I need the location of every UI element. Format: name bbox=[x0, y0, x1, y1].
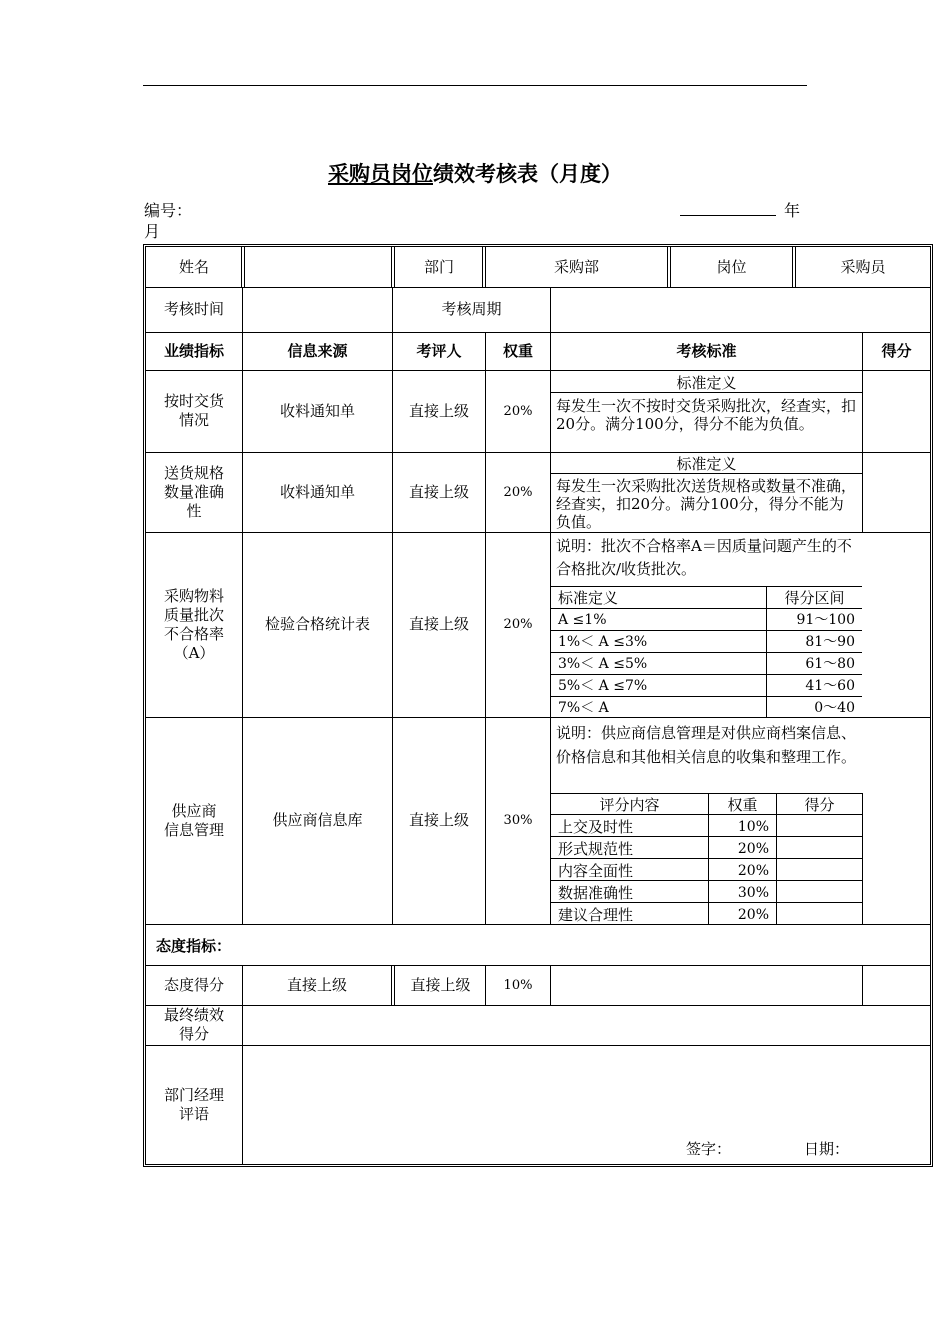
row3-cond-5: 7%＜ A bbox=[558, 700, 609, 716]
row3-cond-2: 1%＜ A ≤3% bbox=[558, 634, 648, 650]
year-field bbox=[680, 198, 800, 221]
row3-cond-1: A ≤1% bbox=[558, 612, 607, 628]
attitude-section-label: 态度指标： bbox=[156, 937, 232, 955]
row4-weight-4: 30% bbox=[737, 885, 769, 901]
row4-subscore-2[interactable] bbox=[777, 837, 862, 858]
row4-subscore-1[interactable] bbox=[777, 815, 862, 836]
row4-evaluator: 直接上级 bbox=[408, 811, 469, 829]
col-source: 信息来源 bbox=[287, 341, 348, 360]
row1-weight: 20% bbox=[503, 403, 533, 419]
row2-score[interactable] bbox=[863, 452, 930, 532]
attitude-standard[interactable] bbox=[551, 965, 862, 1005]
row4-note: 说明：供应商信息管理是对供应商档案信息、价格信息和其他相关信息的收集和整理工作。 bbox=[556, 724, 857, 766]
row3-evaluator: 直接上级 bbox=[408, 615, 469, 633]
row4-sub-head-weight: 权重 bbox=[727, 796, 758, 814]
name-value[interactable] bbox=[246, 247, 391, 287]
sign-label: 签字： bbox=[686, 1140, 732, 1158]
top-rule bbox=[143, 85, 807, 86]
col-evaluator: 考评人 bbox=[416, 341, 462, 360]
row4-sub-head-item: 评分内容 bbox=[599, 796, 660, 814]
row3-score[interactable] bbox=[863, 532, 930, 717]
row4-sub-head-score: 得分 bbox=[804, 796, 835, 814]
row1-std-text: 每发生一次不按时交货采购批次，经查实，扣20分。满分100分，得分不能为负值。 bbox=[556, 397, 857, 433]
row4-weight-5: 20% bbox=[737, 907, 769, 923]
row3-range-5: 0～40 bbox=[814, 700, 855, 716]
final-label: 最终绩效 得分 bbox=[163, 1006, 224, 1043]
row4-item-4: 数据准确性 bbox=[558, 884, 634, 902]
row4-item-1: 上交及时性 bbox=[558, 818, 634, 836]
row3-indicator: 采购物料 质量批次 不合格率 （A） bbox=[163, 586, 224, 662]
period-label: 考核周期 bbox=[441, 300, 502, 318]
row4-subscore-4[interactable] bbox=[777, 881, 862, 902]
row2-evaluator: 直接上级 bbox=[408, 482, 469, 501]
row1-evaluator: 直接上级 bbox=[408, 401, 469, 420]
row4-item-2: 形式规范性 bbox=[558, 840, 634, 858]
row3-sub-head-def: 标准定义 bbox=[558, 589, 619, 607]
evaluation-table bbox=[143, 244, 933, 1167]
row1-indicator: 按时交货 情况 bbox=[163, 392, 224, 429]
row1-score[interactable] bbox=[863, 370, 930, 452]
row4-subscore-5[interactable] bbox=[777, 903, 862, 924]
row4-score[interactable] bbox=[863, 793, 930, 924]
period-value[interactable] bbox=[551, 287, 930, 332]
time-value[interactable] bbox=[243, 287, 392, 332]
row3-note: 说明：批次不合格率A＝因质量问题产生的不合格批次/收货批次。 bbox=[556, 537, 852, 578]
attitude-weight: 10% bbox=[503, 977, 533, 993]
attitude-source: 直接上级 bbox=[286, 975, 347, 994]
row3-range-2: 81～90 bbox=[805, 634, 855, 650]
row3-range-3: 61～80 bbox=[805, 656, 855, 672]
dept-label: 部门 bbox=[423, 257, 454, 276]
post-value: 采购员 bbox=[840, 257, 886, 276]
row3-sub-head-range: 得分区间 bbox=[784, 589, 845, 607]
row3-source: 检验合格统计表 bbox=[264, 615, 370, 633]
row2-std-text: 每发生一次采购批次送货规格或数量不准确，经查实，扣20分。满分100分，得分不能为负值。 bbox=[556, 477, 857, 531]
row3-range-4: 41～60 bbox=[805, 678, 855, 694]
name-label: 姓名 bbox=[178, 257, 209, 276]
row3-cond-4: 5%＜ A ≤7% bbox=[558, 678, 648, 694]
year-label: 年 bbox=[784, 201, 801, 220]
row4-source: 供应商信息库 bbox=[272, 811, 363, 829]
col-indicator: 业绩指标 bbox=[163, 341, 224, 360]
row3-cond-3: 3%＜ A ≤5% bbox=[558, 656, 648, 672]
page-title bbox=[0, 158, 950, 188]
row4-item-5: 建议合理性 bbox=[558, 906, 634, 924]
attitude-score[interactable] bbox=[863, 965, 930, 1005]
row4-weight-3: 20% bbox=[737, 863, 769, 879]
row2-std-head: 标准定义 bbox=[676, 455, 737, 473]
col-score: 得分 bbox=[881, 341, 912, 360]
attitude-evaluator: 直接上级 bbox=[410, 975, 471, 994]
row4-weight-1: 10% bbox=[737, 819, 769, 835]
post-label: 岗位 bbox=[716, 257, 747, 276]
col-weight: 权重 bbox=[502, 341, 533, 360]
date-label: 日期： bbox=[804, 1140, 850, 1158]
row4-weight-2: 20% bbox=[737, 841, 769, 857]
final-value[interactable] bbox=[243, 1005, 930, 1045]
row4-weight: 30% bbox=[503, 813, 533, 828]
row2-weight: 20% bbox=[503, 484, 533, 500]
month-label: 月 bbox=[144, 222, 161, 241]
row4-item-3: 内容全面性 bbox=[558, 862, 634, 880]
time-label: 考核时间 bbox=[163, 300, 224, 318]
attitude-label: 态度得分 bbox=[163, 975, 224, 994]
title-rest: 绩效考核表（月度） bbox=[433, 161, 622, 186]
row3-range-1: 91～100 bbox=[796, 612, 855, 628]
row1-std-head: 标准定义 bbox=[676, 374, 737, 392]
row2-indicator: 送货规格 数量准确 性 bbox=[163, 463, 224, 520]
row3-weight: 20% bbox=[503, 617, 533, 632]
title-underlined: 采购员岗位 bbox=[328, 161, 433, 186]
col-standard: 考核标准 bbox=[676, 341, 737, 360]
year-blank[interactable] bbox=[680, 201, 776, 216]
row1-source: 收料通知单 bbox=[279, 401, 355, 420]
row4-subscore-3[interactable] bbox=[777, 859, 862, 880]
row2-source: 收料通知单 bbox=[279, 482, 355, 501]
row4-indicator: 供应商 信息管理 bbox=[163, 801, 224, 839]
dept-value: 采购部 bbox=[553, 257, 599, 276]
comment-label: 部门经理 评语 bbox=[163, 1085, 224, 1123]
number-label: 编号： bbox=[144, 201, 193, 220]
